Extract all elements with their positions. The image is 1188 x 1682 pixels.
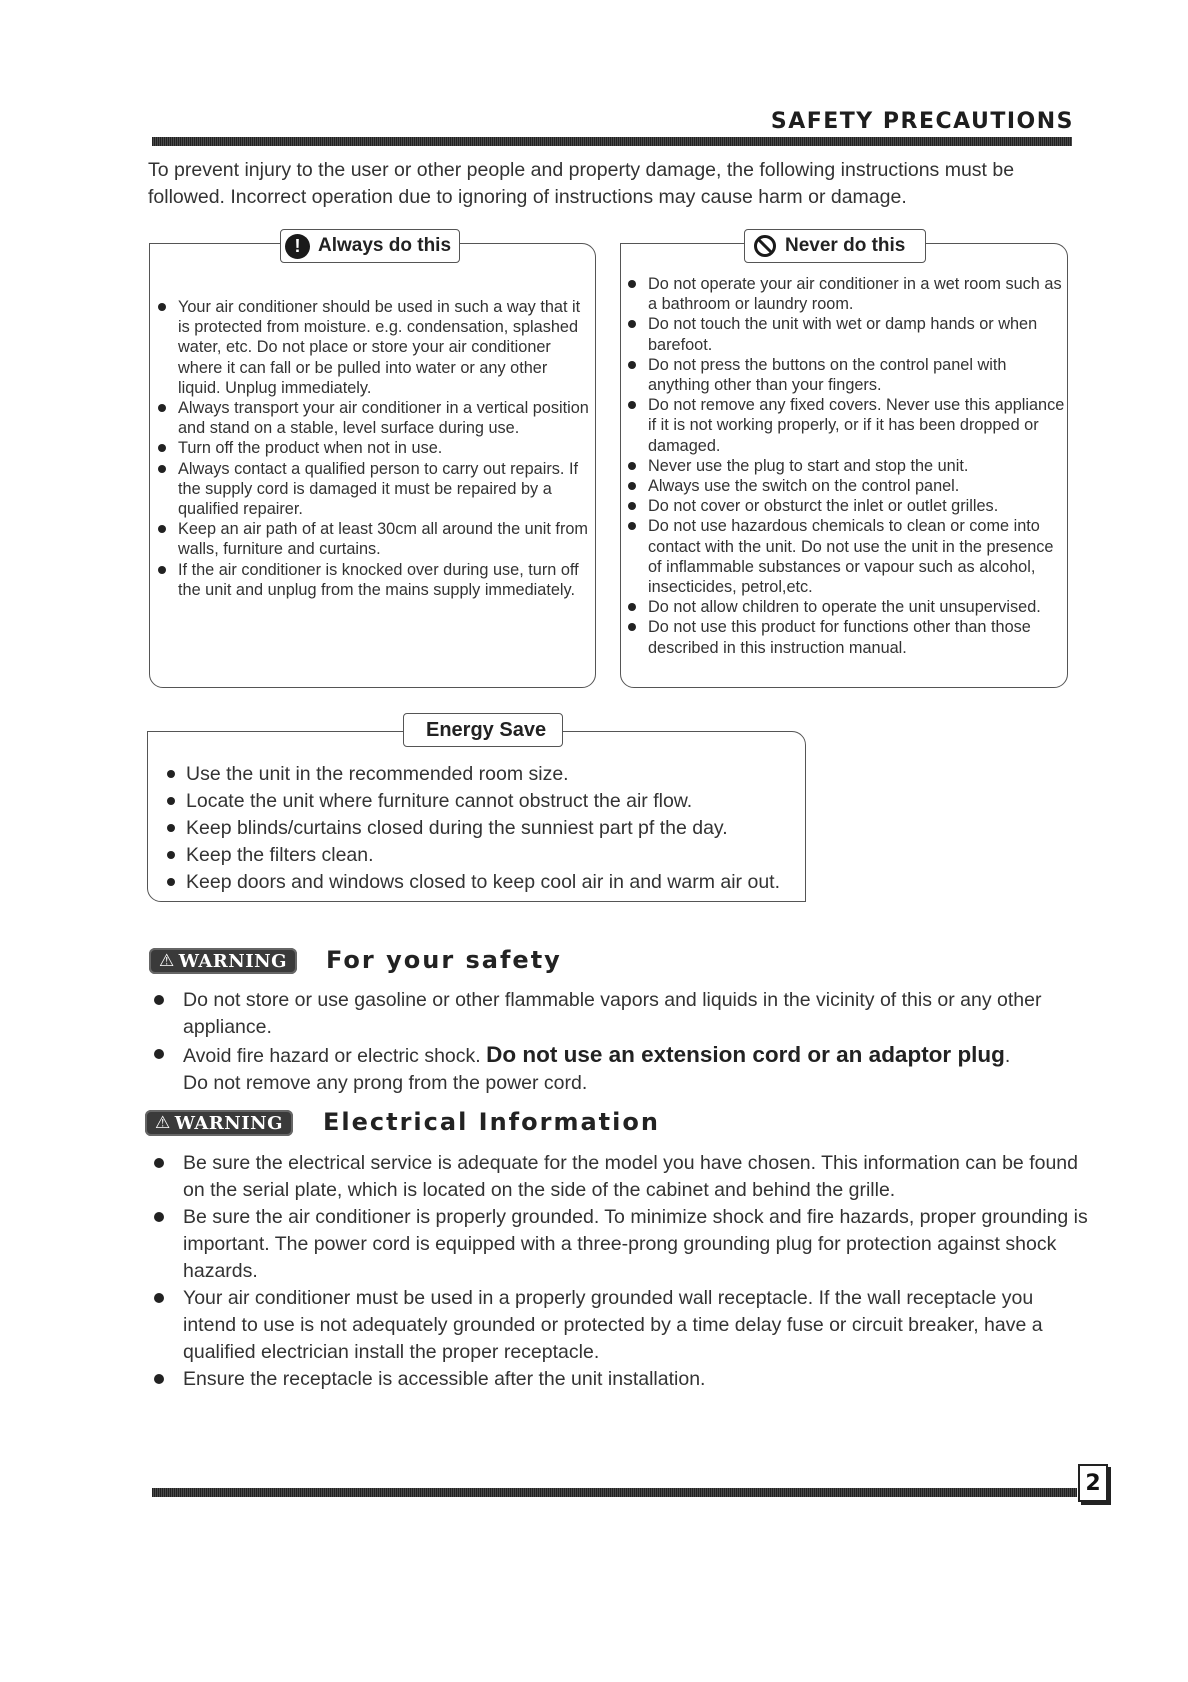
list-item: Turn off the product when not in use. (154, 438, 594, 458)
intro-paragraph: To prevent injury to the user or other people and property damage, the following instructions must be followed. Incorrect operation due to ignoring of instructions may cause harm or damage. (148, 159, 1015, 208)
page-title: SAFETY PRECAUTIONS (770, 109, 1074, 134)
page-number: 2 (1078, 1464, 1108, 1502)
electrical-list (150, 1150, 1090, 1393)
list-item: Your air conditioner should be used in such a way that it is protected from moisture. e.g. condensation, splashed water, etc. Do not place or store your air conditioner where it can fall or be pulled into water or any other liquid. Unplug immediately. (154, 297, 594, 398)
header-rule (152, 137, 1072, 146)
list-item: Keep doors and windows closed to keep cool air in and warm air out. (162, 869, 802, 896)
safety-item2-note: Do not remove any prong from the power cord. (183, 1072, 588, 1094)
warning-badge (145, 1110, 293, 1136)
list-item: Always contact a qualified person to carry out repairs. If the supply cord is damaged it must be repaired by a qualified repairer. (154, 459, 594, 520)
list-item: Keep an air path of at least 30cm all around the unit from walls, furniture and curtains. (154, 519, 594, 559)
list-item: Always use the switch on the control panel. (624, 476, 1068, 496)
list-item: Do not press the buttons on the control panel with anything other than your fingers. (624, 355, 1068, 395)
always-do-this-tag (280, 229, 460, 263)
safety-heading: For your safety (326, 946, 562, 974)
exclamation-icon: ! (285, 234, 310, 259)
list-item: Do not allow children to operate the unit unsupervised. (624, 597, 1068, 617)
list-item: Keep the filters clean. (162, 842, 802, 869)
list-item: Use the unit in the recommended room size. (162, 761, 802, 788)
always-do-this-label: Always do this (318, 235, 452, 256)
warning-badge-label: WARNING (178, 950, 287, 972)
electrical-heading: Electrical Information (323, 1108, 660, 1136)
safety-list (150, 987, 1080, 1097)
list-item: If the air conditioner is knocked over during use, turn off the unit and unplug from the mains supply immediately. (154, 560, 594, 600)
extension-cord-warning: Do not use an extension cord or an adaptor plug (486, 1042, 1005, 1067)
list-item: Do not touch the unit with wet or damp hands or when barefoot. (624, 314, 1068, 354)
warning-triangle-icon: ⚠ (155, 1113, 171, 1133)
list-item: Do not store or use gasoline or other flammable vapors and liquids in the vicinity of this or any other appliance. (150, 987, 1080, 1041)
energy-save-tag (403, 713, 563, 747)
list-item: Be sure the air conditioner is properly grounded. To minimize shock and fire hazards, proper grounding is important. The power cord is equipped with a three-prong grounding plug for protection against shock hazards. (150, 1204, 1090, 1285)
list-item: Do not use this product for functions other than those described in this instruction manual. (624, 617, 1068, 657)
energy-save-list (162, 761, 802, 896)
warning-badge-label: WARNING (174, 1112, 283, 1134)
never-do-this-label: Never do this (785, 235, 906, 256)
list-item: Do not remove any fixed covers. Never use this appliance if it is not working properly, or if it has been dropped or damaged. (624, 395, 1068, 456)
never-do-this-list (624, 274, 1068, 658)
list-item: Do not use hazardous chemicals to clean or come into contact with the unit. Do not use the unit in the presence of inflammable substances or vapour such as alcohol, insecticides, petrol,etc. (624, 516, 1068, 597)
list-item: Ensure the receptacle is accessible after the unit installation. (150, 1366, 1090, 1393)
list-item: Do not cover or obsturct the inlet or outlet grilles. (624, 496, 1068, 516)
energy-save-label: Energy Save (426, 718, 547, 741)
list-item: Keep blinds/curtains closed during the sunniest part pf the day. (162, 815, 802, 842)
list-item: Your air conditioner must be used in a properly grounded wall receptacle. If the wall receptacle you intend to use is not adequately grounded or protected by a time delay fuse or circuit breaker, have a qualified electrician install the proper receptacle. (150, 1285, 1090, 1366)
never-do-this-tag (744, 229, 926, 263)
footer-rule (152, 1488, 1077, 1497)
list-item: Always transport your air conditioner in a vertical position and stand on a stable, level surface during use. (154, 398, 594, 438)
list-item: Locate the unit where furniture cannot obstruct the air flow. (162, 788, 802, 815)
list-item: Never use the plug to start and stop the unit. (624, 456, 1068, 476)
safety-item2-intro: Avoid fire hazard or electric shock. (183, 1045, 481, 1067)
always-do-this-list (154, 297, 594, 600)
list-item: Be sure the electrical service is adequate for the model you have chosen. This information can be found on the serial plate, which is located on the side of the cabinet and behind the grille. (150, 1150, 1090, 1204)
warning-triangle-icon: ⚠ (159, 951, 175, 971)
warning-badge (149, 948, 297, 974)
list-item: Avoid fire hazard or electric shock. Do not use an extension cord or an adaptor plug. Do not remove any prong from the power cord. (150, 1041, 1080, 1097)
list-item: Do not operate your air conditioner in a wet room such as a bathroom or laundry room. (624, 274, 1068, 314)
prohibited-icon (753, 234, 777, 258)
